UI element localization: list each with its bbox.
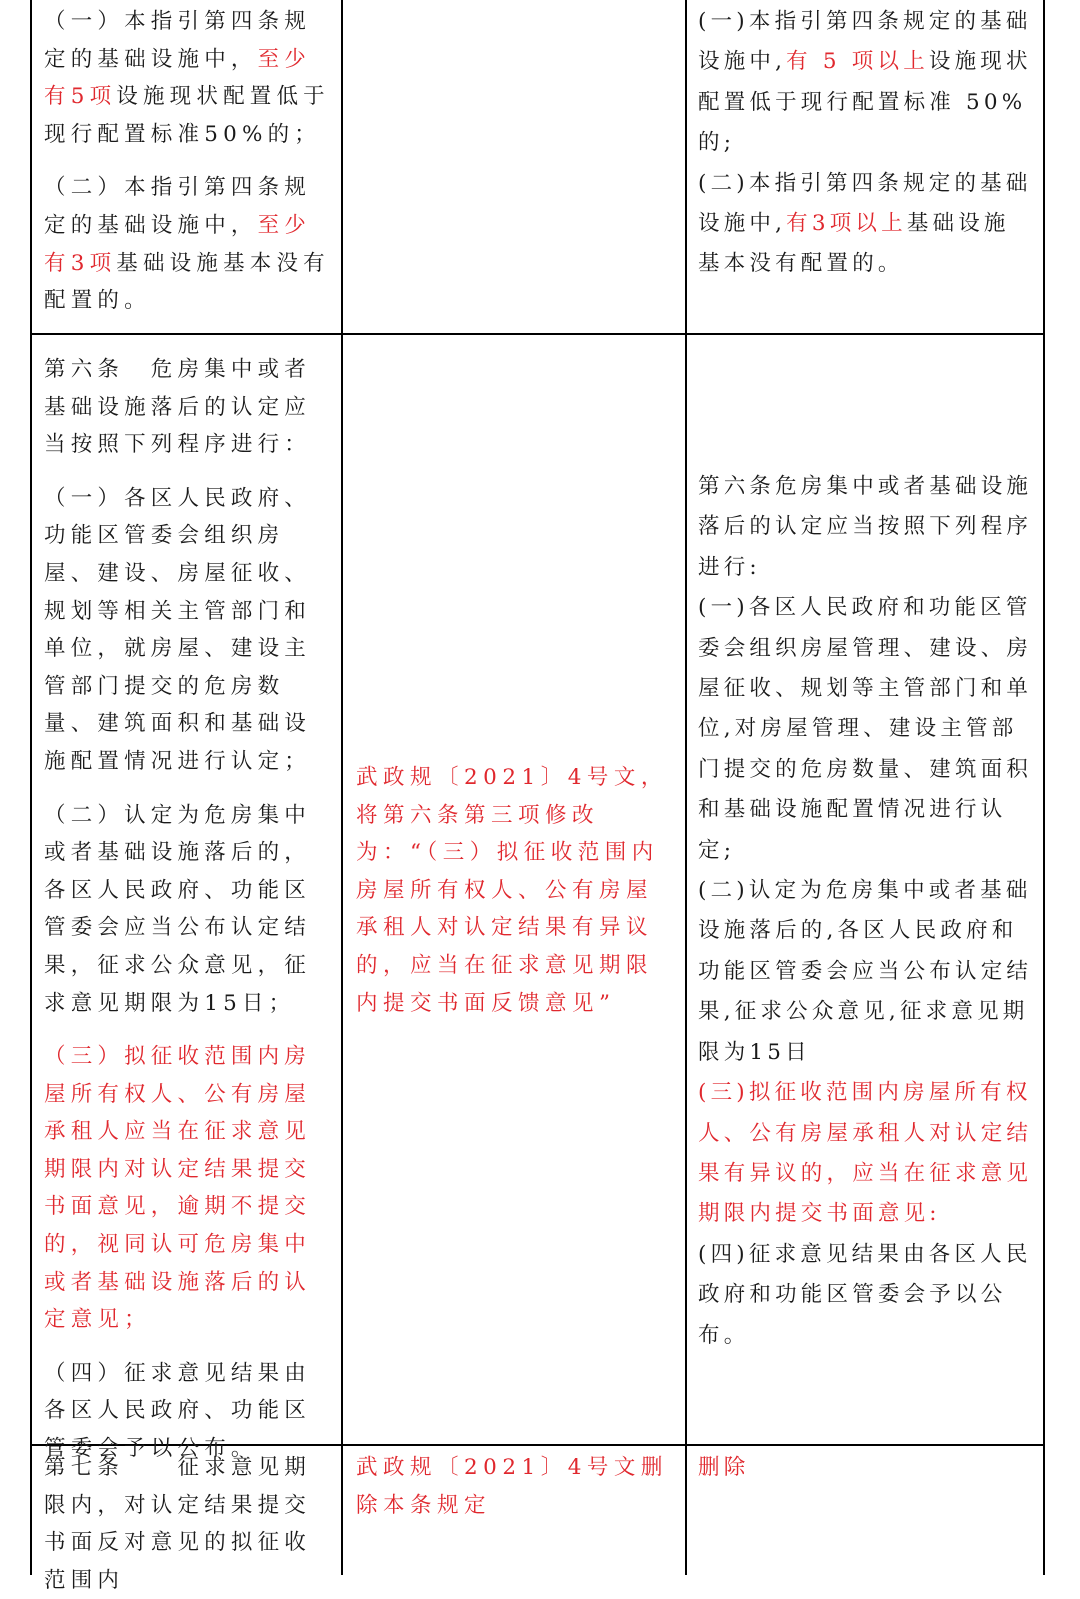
revised-article-6-heading: 第六条危房集中或者基础设施落后的认定应当按照下列程序进行: <box>698 474 1033 580</box>
row1-revised-cell <box>698 2 1034 285</box>
table-border-col2 <box>685 0 687 1575</box>
row3-revised-cell <box>698 1449 1034 1487</box>
article-7-text: 第七条 征求意见期限内，对认定结果提交书面反对意见的拟征收范围内 <box>44 1455 312 1593</box>
row1-original-item-2: （二）本指引第四条规定的基础设施中，至少有3项基础设施基本没有配置的。 <box>44 175 330 314</box>
revised-article-6-item-3: (三)拟征收范围内房屋所有权人、公有房屋承租人对认定结果有异议的，应当在征求意见期限内提交书面意见: <box>698 1080 1033 1227</box>
table-border-right <box>1043 0 1045 1575</box>
row1-revised-item-2: (二)本指引第四条规定的基础设施中,有3项以上基础设施基本没有配置的。 <box>698 170 1032 277</box>
row2-amendment-cell <box>356 759 678 1022</box>
revised-article-6-item-1: (一)各区人民政府和功能区管委会组织房屋管理、建设、房屋征收、规划等主管部门和单位,对房屋管理、建设主管部门提交的危房数量、建筑面积和基础设施配置情况进行认定; <box>698 595 1033 863</box>
highlight-text: 有3项以上 <box>786 211 907 237</box>
table-border-col1 <box>341 0 343 1575</box>
row-divider-1 <box>30 333 1045 335</box>
row1-original-cell <box>44 3 332 320</box>
article-7-amendment-note: 武政规〔2021〕4号文删除本条规定 <box>356 1455 668 1518</box>
article-6-item-1: （一）各区人民政府、功能区管委会组织房屋、建设、房屋征收、规划等相关主管部门和单位，就房屋、建设主管部门提交的危房数量、建筑面积和基础设施配置情况进行认定； <box>44 485 312 774</box>
article-6-heading: 第六条 危房集中或者基础设施落后的认定应当按照下列程序进行： <box>44 357 312 458</box>
row2-revised-cell <box>698 467 1034 1356</box>
highlight-text: 至少有5项 <box>44 46 312 110</box>
row3-original-cell <box>44 1449 332 1599</box>
highlight-text: 至少有3项 <box>44 212 312 276</box>
highlight-text: 有 5 项以上 <box>786 49 929 75</box>
article-6-item-4: （四）征求意见结果由各区人民政府、功能区管委会予以公布。 <box>44 1360 312 1462</box>
revised-article-6-item-2: (二)认定为危房集中或者基础设施落后的,各区人民政府和功能区管委会应当公布认定结果,征求公众意见,征求意见期限为15日 <box>698 878 1033 1065</box>
row3-amendment-cell <box>356 1449 678 1524</box>
table-border-left <box>30 0 32 1575</box>
row2-original-cell <box>44 351 332 1468</box>
row1-revised-item-1: (一)本指引第四条规定的基础设施中,有 5 项以上设施现状配置低于现行配置标准 50%的; <box>698 9 1032 156</box>
article-6-item-3: （三）拟征收范围内房屋所有权人、公有房屋承租人应当在征求意见期限内对认定结果提交书面意见，逾期不提交的，视同认可危房集中或者基础设施落后的认定意见； <box>44 1044 312 1333</box>
revised-article-6-item-4: (四)征求意见结果由各区人民政府和功能区管委会予以公布。 <box>698 1241 1032 1348</box>
amendment-note: 武政规〔2021〕4号文，将第六条第三项修改为：“（三）拟征收范围内房屋所有权人、公有房屋承租人对认定结果有异议的，应当在征求意见期限内提交书面反馈意见” <box>356 765 668 1016</box>
article-6-item-2: （二）认定为危房集中或者基础设施落后的，各区人民政府、功能区管委会应当公布认定结果，征求公众意见，征求意见期限为15日； <box>44 802 312 1016</box>
article-7-deleted-label: 删除 <box>698 1455 750 1480</box>
row1-original-item-1: （一）本指引第四条规定的基础设施中，至少有5项设施现状配置低于现行配置标准50%的； <box>44 9 330 147</box>
